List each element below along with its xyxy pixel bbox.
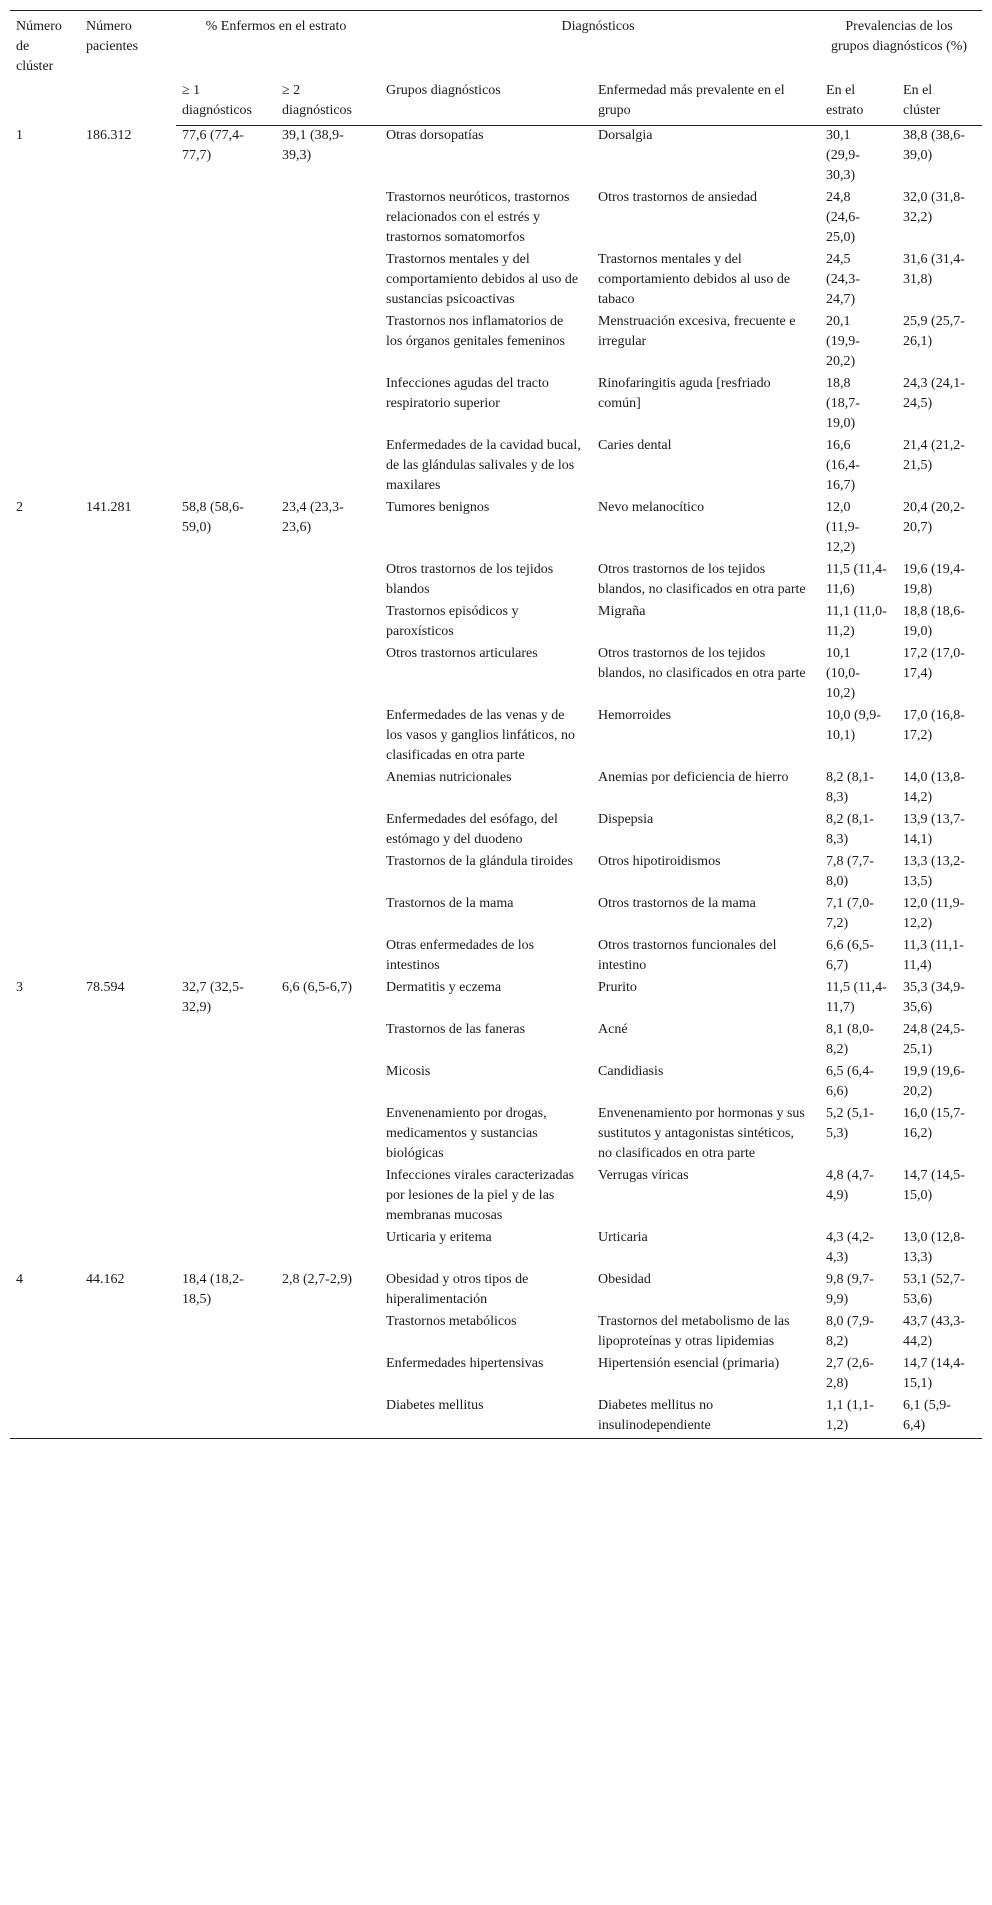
diagnostic-group-cell: Tumores benignos: [386, 500, 490, 515]
patients-cell: [80, 706, 176, 768]
diagnostic-group-cell: Diabetes mellitus: [380, 1396, 592, 1439]
diagnostic-group-cell: Micosis: [386, 1064, 431, 1079]
ge1-cell: [176, 810, 276, 852]
prevalence-cluster-cell: 13,9 (13,7-14,1): [903, 812, 965, 847]
prevalence-cluster-cell: 24,3 (24,1-24,5): [903, 376, 965, 411]
table-row: [10, 560, 982, 602]
prevalence-stratum-cell: 2,7 (2,6-2,8): [826, 1356, 874, 1391]
patients-cell: [80, 374, 176, 436]
ge2-cell: [276, 560, 380, 602]
prevalence-cluster-cell: 16,0 (15,7-16,2): [903, 1106, 965, 1141]
ge1-cell: [176, 1166, 276, 1228]
table-row: [10, 706, 982, 768]
ge2-cell: [276, 188, 380, 250]
prevalence-cluster-cell: 21,4 (21,2-21,5): [903, 438, 965, 473]
diagnostic-group-cell: Trastornos de las faneras: [386, 1022, 526, 1037]
diagnostic-group-cell: Dermatitis y eczema: [386, 980, 502, 995]
ge1-cell: 77,6 (77,4-77,7): [182, 128, 244, 163]
most-prevalent-disease-cell: Migraña: [598, 604, 646, 619]
diagnostic-group-cell: Infecciones agudas del tracto respiratorio superior: [386, 376, 549, 411]
ge1-cell: [176, 706, 276, 768]
ge1-cell: [176, 768, 276, 810]
patients-cell: [80, 1228, 176, 1270]
prevalence-stratum-cell: 8,2 (8,1-8,3): [826, 770, 874, 805]
ge1-cell: 32,7 (32,5-32,9): [182, 980, 244, 1015]
diagnostic-group-cell: Anemias nutricionales: [386, 770, 512, 785]
most-prevalent-disease-cell: Verrugas víricas: [598, 1168, 689, 1183]
prevalence-cluster-cell: 20,4 (20,2-20,7): [903, 500, 965, 535]
prevalence-cluster-cell: 14,7 (14,4-15,1): [903, 1356, 965, 1391]
ge1-cell: [176, 852, 276, 894]
cluster-number-cell: [10, 374, 80, 436]
ge1-cell: [176, 312, 276, 374]
diagnostic-group-cell: Enfermedades de la cavidad bucal, de las glándulas salivales y de los maxilares: [386, 438, 581, 493]
patients-cell: [80, 810, 176, 852]
most-prevalent-disease-cell: Otros hipotiroidismos: [598, 854, 721, 869]
header-diagnostics-group: Diagnósticos: [380, 11, 820, 76]
diagnostic-group-cell: Otras dorsopatías: [386, 128, 484, 143]
ge1-cell: [176, 894, 276, 936]
diagnostic-group-cell: Enfermedades del esófago, del estómago y del duodeno: [386, 812, 558, 847]
patients-cell: [80, 1020, 176, 1062]
prevalence-stratum-cell: 8,0 (7,9-8,2): [826, 1314, 874, 1349]
header-pct-group: % Enfermos en el estrato: [176, 11, 380, 76]
table-row: [10, 498, 982, 560]
header-patients: Número pacientes: [80, 11, 176, 126]
prevalence-cluster-cell: 18,8 (18,6-19,0): [903, 604, 965, 639]
prevalence-stratum-cell: 6,5 (6,4-6,6): [826, 1064, 874, 1099]
prevalence-stratum-cell: 4,3 (4,2-4,3): [826, 1230, 874, 1265]
prevalence-stratum-cell: 11,5 (11,4-11,6): [826, 562, 887, 597]
cluster-number-cell: 1: [16, 127, 23, 143]
cluster-number-cell: [10, 1062, 80, 1104]
ge1-cell: [176, 1396, 276, 1439]
ge2-cell: [276, 250, 380, 312]
prevalence-stratum-cell: 5,2 (5,1-5,3): [826, 1106, 874, 1141]
prevalence-stratum-cell: 4,8 (4,7-4,9): [826, 1168, 874, 1203]
patients-cell: 141.281: [86, 500, 132, 515]
ge1-cell: [176, 436, 276, 498]
header-ge1: ≥ 1 diagnósticos: [176, 75, 276, 126]
cluster-number-cell: [10, 312, 80, 374]
table-row: [10, 1228, 982, 1270]
patients-cell: [80, 852, 176, 894]
patients-cell: [80, 1166, 176, 1228]
ge2-cell: [276, 852, 380, 894]
table-row: [10, 1396, 982, 1439]
diagnostic-group-cell: Urticaria y eritema: [386, 1230, 492, 1245]
cluster-number-cell: [10, 1166, 80, 1228]
most-prevalent-disease-cell: Prurito: [598, 980, 637, 995]
ge1-cell: 18,4 (18,2-18,5): [182, 1272, 244, 1307]
table-row: [10, 126, 982, 189]
ge2-cell: [276, 936, 380, 978]
diagnostic-group-cell: Trastornos neuróticos, trastornos relacionados con el estrés y trastornos somatomorfos: [386, 190, 570, 245]
header-ge2: ≥ 2 diagnósticos: [276, 75, 380, 126]
ge1-cell: [176, 1312, 276, 1354]
table-row: [10, 1270, 982, 1312]
ge1-cell: [176, 250, 276, 312]
most-prevalent-disease-cell: Hemorroides: [598, 708, 672, 723]
header-most-prevalent: Enfermedad más prevalente en el grupo: [592, 75, 820, 126]
ge1-cell: [176, 936, 276, 978]
prevalence-cluster-cell: 32,0 (31,8-32,2): [903, 190, 965, 225]
most-prevalent-disease-cell: Otros trastornos de los tejidos blandos, no clasificados en otra parte: [598, 562, 806, 597]
ge1-cell: 58,8 (58,6-59,0): [182, 500, 244, 535]
prevalence-stratum-cell: 7,1 (7,0-7,2): [826, 896, 874, 931]
cluster-number-cell: 4: [16, 1272, 23, 1287]
cluster-number-cell: [10, 1020, 80, 1062]
patients-cell: [80, 894, 176, 936]
ge1-cell: [176, 1104, 276, 1166]
prevalence-cluster-cell: 6,1 (5,9-6,4): [897, 1396, 982, 1439]
diagnostic-group-cell: Obesidad y otros tipos de hiperalimentación: [386, 1272, 529, 1307]
cluster-number-cell: [10, 1354, 80, 1396]
ge1-cell: [176, 644, 276, 706]
prevalence-cluster-cell: 35,3 (34,9-35,6): [903, 980, 965, 1015]
prevalence-stratum-cell: 16,6 (16,4-16,7): [826, 438, 860, 493]
diagnostic-group-cell: Trastornos metabólicos: [386, 1314, 517, 1329]
cluster-number-cell: [10, 1104, 80, 1166]
most-prevalent-disease-cell: Menstruación excesiva, frecuente e irregular: [598, 314, 796, 349]
patients-cell: [80, 250, 176, 312]
most-prevalent-disease-cell: Otros trastornos de ansiedad: [598, 190, 758, 205]
cluster-number-cell: [10, 1228, 80, 1270]
patients-cell: 186.312: [86, 127, 132, 143]
ge2-cell: [276, 1062, 380, 1104]
cluster-number-cell: [10, 706, 80, 768]
prevalence-stratum-cell: 24,5 (24,3-24,7): [826, 252, 860, 307]
header-groups: Grupos diagnósticos: [380, 75, 592, 126]
most-prevalent-disease-cell: Acné: [598, 1022, 628, 1037]
table-container: [10, 10, 982, 1439]
most-prevalent-disease-cell: Trastornos mentales y del comportamiento debidos al uso de tabaco: [598, 252, 791, 307]
ge1-cell: [176, 374, 276, 436]
prevalence-stratum-cell: 18,8 (18,7-19,0): [826, 376, 860, 431]
cluster-number-cell: 2: [16, 500, 23, 515]
table-row: [10, 768, 982, 810]
diagnostic-group-cell: Infecciones virales caracterizadas por lesiones de la piel y de las membranas mucosas: [386, 1168, 575, 1223]
table-body: [10, 126, 982, 1439]
prevalence-cluster-cell: 13,3 (13,2-13,5): [903, 854, 965, 889]
prevalence-stratum-cell: 10,1 (10,0-10,2): [826, 646, 860, 701]
prevalence-stratum-cell: 10,0 (9,9-10,1): [826, 708, 881, 743]
diagnostic-group-cell: Trastornos episódicos y paroxísticos: [386, 604, 519, 639]
diagnostic-group-cell: Envenenamiento por drogas, medicamentos y sustancias biológicas: [386, 1106, 547, 1161]
prevalence-stratum-cell: 6,6 (6,5-6,7): [826, 938, 874, 973]
diagnostic-group-cell: Trastornos nos inflamatorios de los órganos genitales femeninos: [386, 314, 566, 349]
ge1-cell: [176, 602, 276, 644]
diagnostic-group-cell: Otras enfermedades de los intestinos: [386, 938, 535, 973]
prevalence-cluster-cell: 19,6 (19,4-19,8): [903, 562, 965, 597]
ge2-cell: 6,6 (6,5-6,7): [282, 980, 352, 995]
cluster-number-cell: [10, 936, 80, 978]
ge2-cell: [276, 374, 380, 436]
prevalence-stratum-cell: 20,1 (19,9-20,2): [826, 314, 860, 369]
ge2-cell: [276, 1020, 380, 1062]
most-prevalent-disease-cell: Caries dental: [598, 438, 672, 453]
diagnostic-group-cell: Otros trastornos de los tejidos blandos: [386, 562, 554, 597]
header-in-stratum: En el estrato: [820, 75, 897, 126]
prevalence-cluster-cell: 11,3 (11,1-11,4): [903, 938, 964, 973]
prevalence-cluster-cell: 14,0 (13,8-14,2): [903, 770, 965, 805]
table-row: [10, 852, 982, 894]
ge1-cell: [176, 1020, 276, 1062]
most-prevalent-disease-cell: Urticaria: [598, 1230, 648, 1245]
patients-cell: [80, 1104, 176, 1166]
prevalence-cluster-cell: 17,2 (17,0-17,4): [903, 646, 965, 681]
table-row: [10, 894, 982, 936]
table-row: [10, 1354, 982, 1396]
ge2-cell: [276, 602, 380, 644]
table-row: [10, 810, 982, 852]
most-prevalent-disease-cell: Otros trastornos de la mama: [598, 896, 756, 911]
diagnostic-group-cell: Otros trastornos articulares: [386, 646, 538, 661]
table-row: [10, 644, 982, 706]
most-prevalent-disease-cell: Diabetes mellitus no insulinodependiente: [592, 1396, 820, 1439]
cluster-number-cell: [10, 188, 80, 250]
prevalence-stratum-cell: 11,5 (11,4-11,7): [826, 980, 887, 1015]
diagnostic-group-cell: Trastornos de la mama: [386, 896, 514, 911]
patients-cell: [80, 188, 176, 250]
patients-cell: [80, 644, 176, 706]
most-prevalent-disease-cell: Otros trastornos de los tejidos blandos, no clasificados en otra parte: [598, 646, 806, 681]
prevalence-cluster-cell: 13,0 (12,8-13,3): [903, 1230, 965, 1265]
prevalence-cluster-cell: 43,7 (43,3-44,2): [903, 1314, 965, 1349]
table-row: [10, 1312, 982, 1354]
ge2-cell: [276, 1166, 380, 1228]
prevalence-cluster-cell: 24,8 (24,5-25,1): [903, 1022, 965, 1057]
prevalence-cluster-cell: 14,7 (14,5-15,0): [903, 1168, 965, 1203]
cluster-number-cell: [10, 894, 80, 936]
ge2-cell: [276, 1396, 380, 1439]
ge1-cell: [176, 188, 276, 250]
most-prevalent-disease-cell: Obesidad: [598, 1272, 651, 1287]
table-row: [10, 602, 982, 644]
prevalence-stratum-cell: 24,8 (24,6-25,0): [826, 190, 860, 245]
diagnostic-group-cell: Enfermedades hipertensivas: [386, 1356, 544, 1371]
patients-cell: [80, 602, 176, 644]
cluster-number-cell: [10, 810, 80, 852]
patients-cell: [80, 560, 176, 602]
patients-cell: [80, 1354, 176, 1396]
table-row: [10, 250, 982, 312]
header-prevalence-group: Prevalencias de los grupos diagnósticos (%): [820, 11, 982, 76]
table-row: [10, 1062, 982, 1104]
ge1-cell: [176, 560, 276, 602]
prevalence-stratum-cell: 9,8 (9,7-9,9): [826, 1272, 874, 1307]
ge2-cell: [276, 1312, 380, 1354]
ge2-cell: [276, 436, 380, 498]
cluster-number-cell: [10, 602, 80, 644]
patients-cell: 78.594: [86, 980, 125, 995]
prevalence-stratum-cell: 11,1 (11,0-11,2): [826, 604, 887, 639]
prevalence-stratum-cell: 30,1 (29,9-30,3): [826, 128, 860, 183]
ge2-cell: [276, 706, 380, 768]
prevalence-stratum-cell: 8,2 (8,1-8,3): [826, 812, 874, 847]
diagnostic-group-cell: Trastornos de la glándula tiroides: [386, 854, 573, 869]
ge2-cell: [276, 1228, 380, 1270]
most-prevalent-disease-cell: Dorsalgia: [598, 128, 653, 143]
table-row: [10, 1166, 982, 1228]
table-row: [10, 374, 982, 436]
prevalence-stratum-cell: 8,1 (8,0-8,2): [826, 1022, 874, 1057]
ge1-cell: [176, 1062, 276, 1104]
patients-cell: [80, 768, 176, 810]
most-prevalent-disease-cell: Candidiasis: [598, 1064, 664, 1079]
prevalence-cluster-cell: 17,0 (16,8-17,2): [903, 708, 965, 743]
prevalence-stratum-cell: 1,1 (1,1-1,2): [820, 1396, 897, 1439]
header-cluster: Número de clúster: [10, 11, 80, 126]
table-row: [10, 978, 982, 1020]
patients-cell: [80, 1062, 176, 1104]
ge2-cell: [276, 644, 380, 706]
patients-cell: [80, 1396, 176, 1439]
most-prevalent-disease-cell: Anemias por deficiencia de hierro: [598, 770, 789, 785]
cluster-number-cell: [10, 1396, 80, 1439]
patients-cell: [80, 1312, 176, 1354]
diagnostic-group-cell: Trastornos mentales y del comportamiento debidos al uso de sustancias psicoactivas: [386, 252, 579, 307]
prevalence-cluster-cell: 31,6 (31,4-31,8): [903, 252, 965, 287]
prevalence-cluster-cell: 38,8 (38,6-39,0): [903, 128, 965, 163]
patients-cell: [80, 936, 176, 978]
prevalence-cluster-cell: 53,1 (52,7-53,6): [903, 1272, 965, 1307]
most-prevalent-disease-cell: Envenenamiento por hormonas y sus sustitutos y antagonistas sintéticos, no clasificados en otra parte: [598, 1106, 805, 1161]
patients-cell: 44.162: [86, 1272, 125, 1287]
table-row: [10, 936, 982, 978]
most-prevalent-disease-cell: Rinofaringitis aguda [resfriado común]: [598, 376, 771, 411]
prevalence-cluster-cell: 19,9 (19,6-20,2): [903, 1064, 965, 1099]
ge2-cell: 23,4 (23,3-23,6): [282, 500, 344, 535]
cluster-number-cell: [10, 436, 80, 498]
ge2-cell: [276, 768, 380, 810]
table-row: [10, 1104, 982, 1166]
ge2-cell: [276, 894, 380, 936]
cluster-number-cell: [10, 560, 80, 602]
table-row: [10, 312, 982, 374]
table-row: [10, 188, 982, 250]
prevalence-stratum-cell: 12,0 (11,9-12,2): [826, 500, 860, 555]
most-prevalent-disease-cell: Dispepsia: [598, 812, 654, 827]
ge2-cell: [276, 810, 380, 852]
most-prevalent-disease-cell: Trastornos del metabolismo de las lipoproteínas y otras lipidemias: [598, 1314, 790, 1349]
ge2-cell: [276, 1354, 380, 1396]
most-prevalent-disease-cell: Hipertensión esencial (primaria): [598, 1356, 780, 1371]
header-in-cluster: En el clúster: [897, 75, 982, 126]
diagnostics-table: [10, 10, 982, 1439]
cluster-number-cell: [10, 1312, 80, 1354]
ge2-cell: 2,8 (2,7-2,9): [282, 1272, 352, 1287]
table-row: [10, 436, 982, 498]
prevalence-cluster-cell: 25,9 (25,7-26,1): [903, 314, 965, 349]
ge1-cell: [176, 1228, 276, 1270]
ge2-cell: 39,1 (38,9-39,3): [282, 128, 344, 163]
cluster-number-cell: [10, 768, 80, 810]
ge2-cell: [276, 312, 380, 374]
prevalence-stratum-cell: 7,8 (7,7-8,0): [826, 854, 874, 889]
most-prevalent-disease-cell: Nevo melanocítico: [598, 500, 705, 515]
diagnostic-group-cell: Enfermedades de las venas y de los vasos y ganglios linfáticos, no clasificadas en otra parte: [386, 708, 576, 763]
ge1-cell: [176, 1354, 276, 1396]
table-row: [10, 1020, 982, 1062]
cluster-number-cell: [10, 852, 80, 894]
cluster-number-cell: 3: [16, 980, 23, 995]
ge2-cell: [276, 1104, 380, 1166]
patients-cell: [80, 312, 176, 374]
patients-cell: [80, 436, 176, 498]
prevalence-cluster-cell: 12,0 (11,9-12,2): [903, 896, 965, 931]
cluster-number-cell: [10, 250, 80, 312]
most-prevalent-disease-cell: Otros trastornos funcionales del intestino: [598, 938, 777, 973]
cluster-number-cell: [10, 644, 80, 706]
header-row-1: [10, 11, 982, 76]
